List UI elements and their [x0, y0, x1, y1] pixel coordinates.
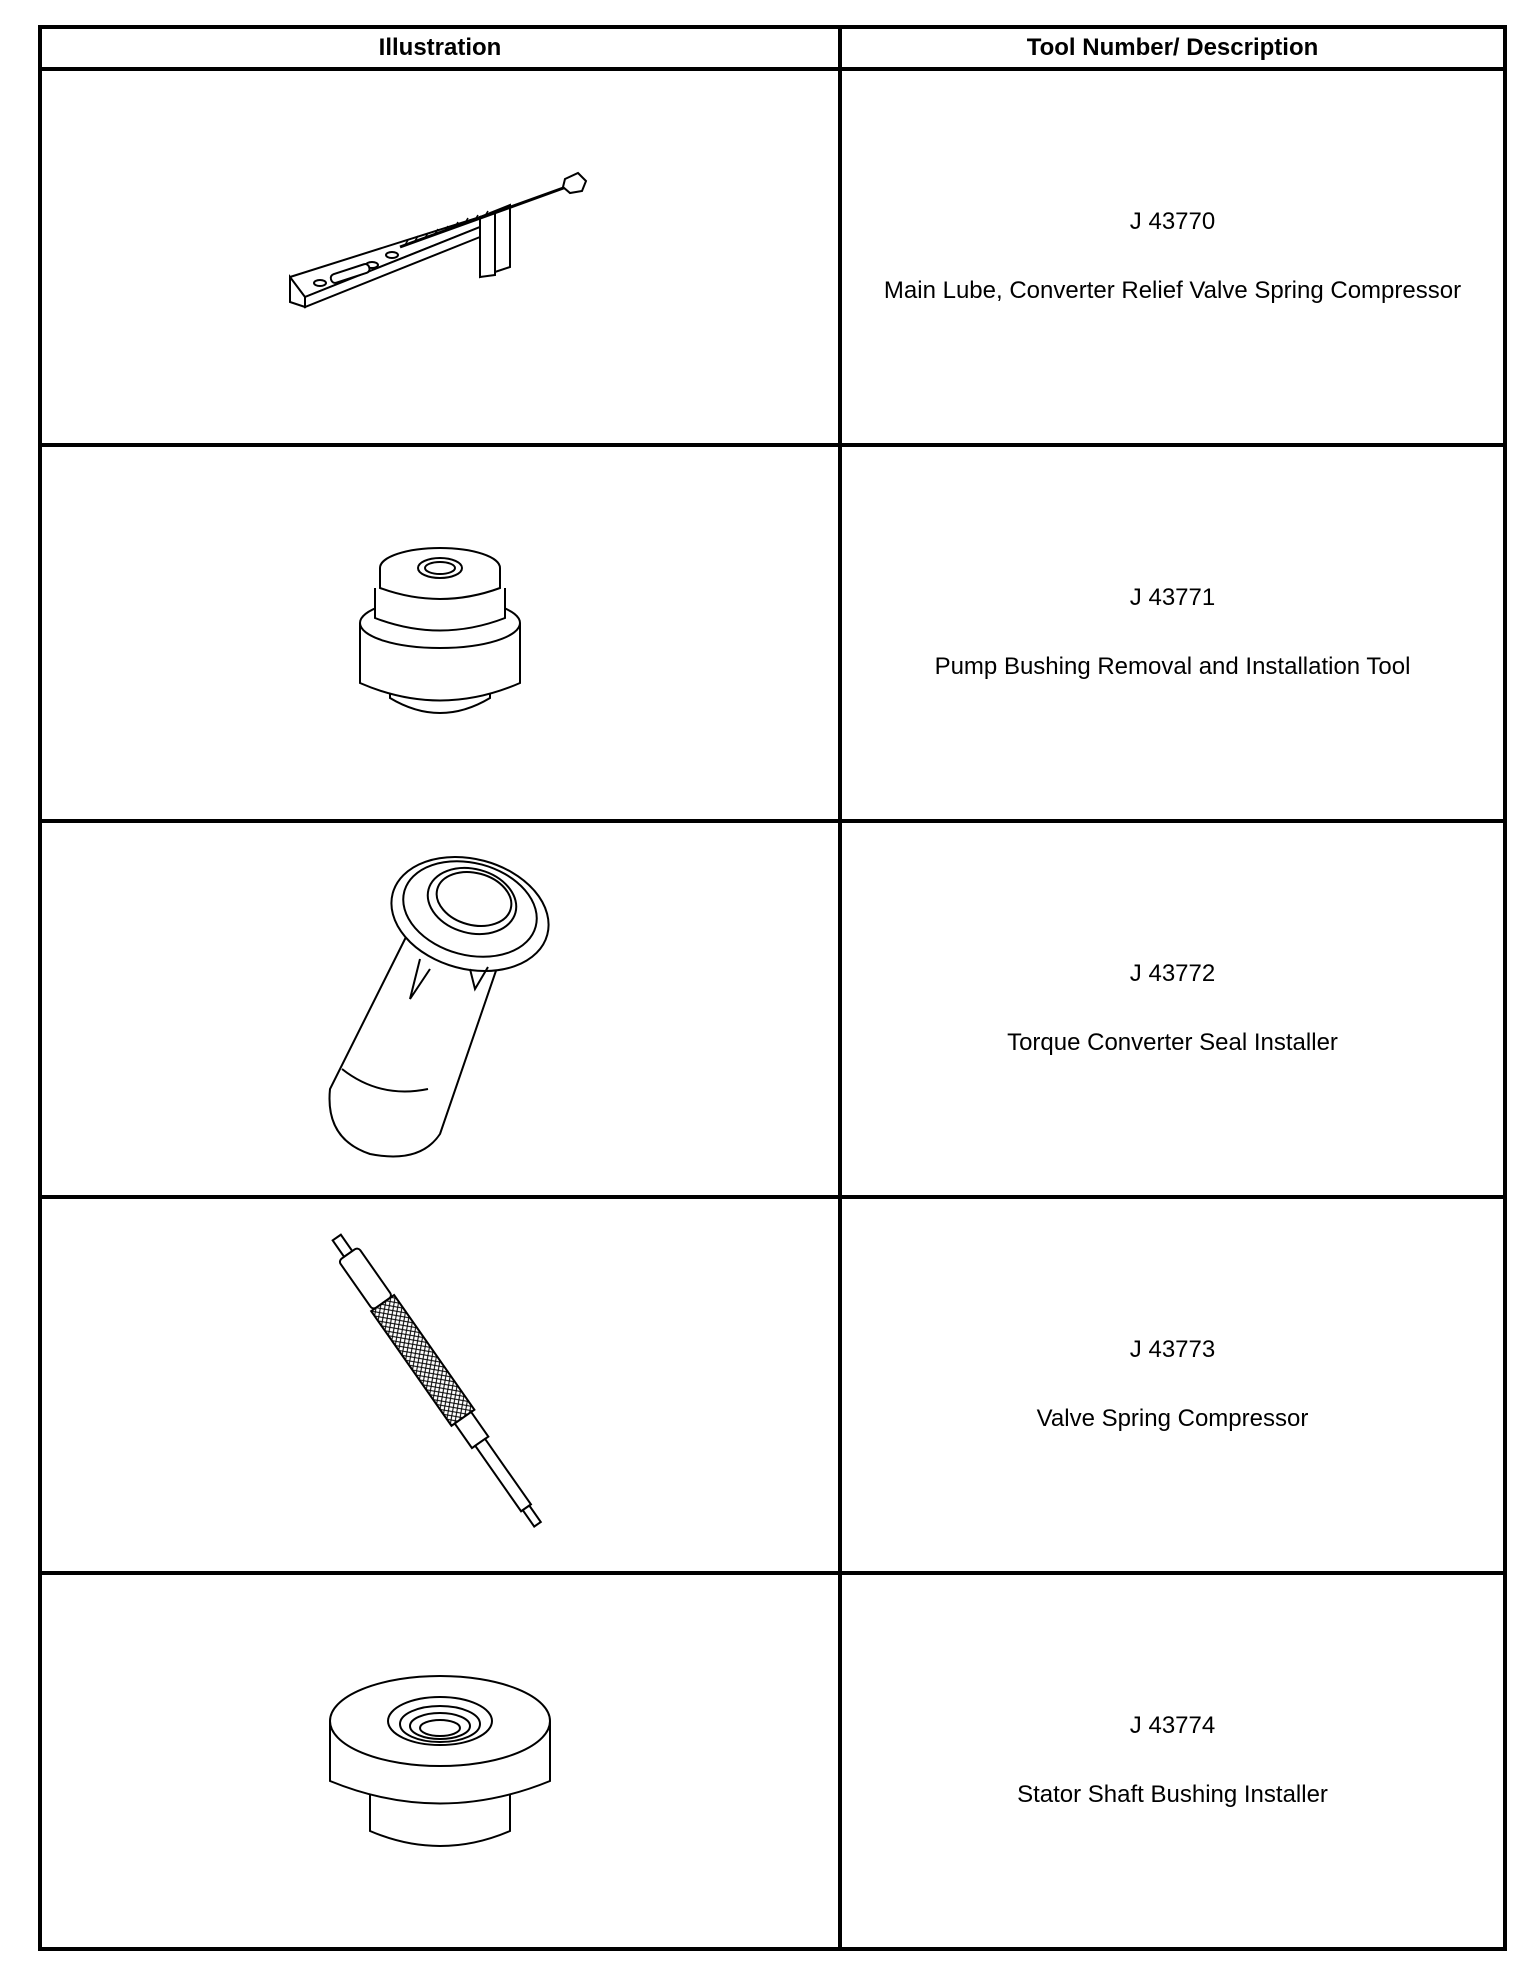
illustration-cell — [40, 1573, 840, 1949]
table-row — [40, 445, 1505, 821]
illustration-cell — [40, 821, 840, 1197]
table-row — [40, 69, 1505, 445]
tool-number: J 43773 — [1129, 1336, 1216, 1364]
illustration-cell — [40, 69, 840, 445]
tool-description: Stator Shaft Bushing Installer — [1017, 1781, 1328, 1808]
special-tools-table — [38, 25, 1507, 1951]
header-illustration: Illustration — [40, 27, 840, 69]
spring-compressor-bracket-icon — [280, 157, 600, 357]
tool-description: Main Lube, Converter Relief Valve Spring Compressor — [883, 277, 1462, 304]
tool-number: J 43772 — [1129, 960, 1216, 988]
description-cell — [840, 1573, 1505, 1949]
table-row — [40, 1573, 1505, 1949]
bushing-tool-icon — [340, 538, 540, 728]
description-cell — [840, 1197, 1505, 1573]
illustration-cell — [40, 445, 840, 821]
knurled-rod-icon — [280, 1225, 600, 1545]
tool-description: Torque Converter Seal Installer — [1007, 1029, 1338, 1056]
description-cell — [840, 821, 1505, 1197]
tool-number: J 43770 — [1129, 208, 1216, 236]
tool-number: J 43771 — [1129, 584, 1216, 612]
tool-description: Pump Bushing Removal and Installation Tool — [934, 653, 1411, 680]
table-row — [40, 1197, 1505, 1573]
header-tool-number-description: Tool Number/ Description — [840, 27, 1505, 69]
illustration-cell — [40, 1197, 840, 1573]
header-row — [40, 27, 1505, 69]
tool-description: Valve Spring Compressor — [1036, 1405, 1309, 1432]
seal-installer-icon — [310, 849, 570, 1169]
tool-number: J 43774 — [1129, 1712, 1216, 1740]
bushing-installer-icon — [320, 1666, 560, 1856]
description-cell — [840, 445, 1505, 821]
table-row — [40, 821, 1505, 1197]
description-cell — [840, 69, 1505, 445]
